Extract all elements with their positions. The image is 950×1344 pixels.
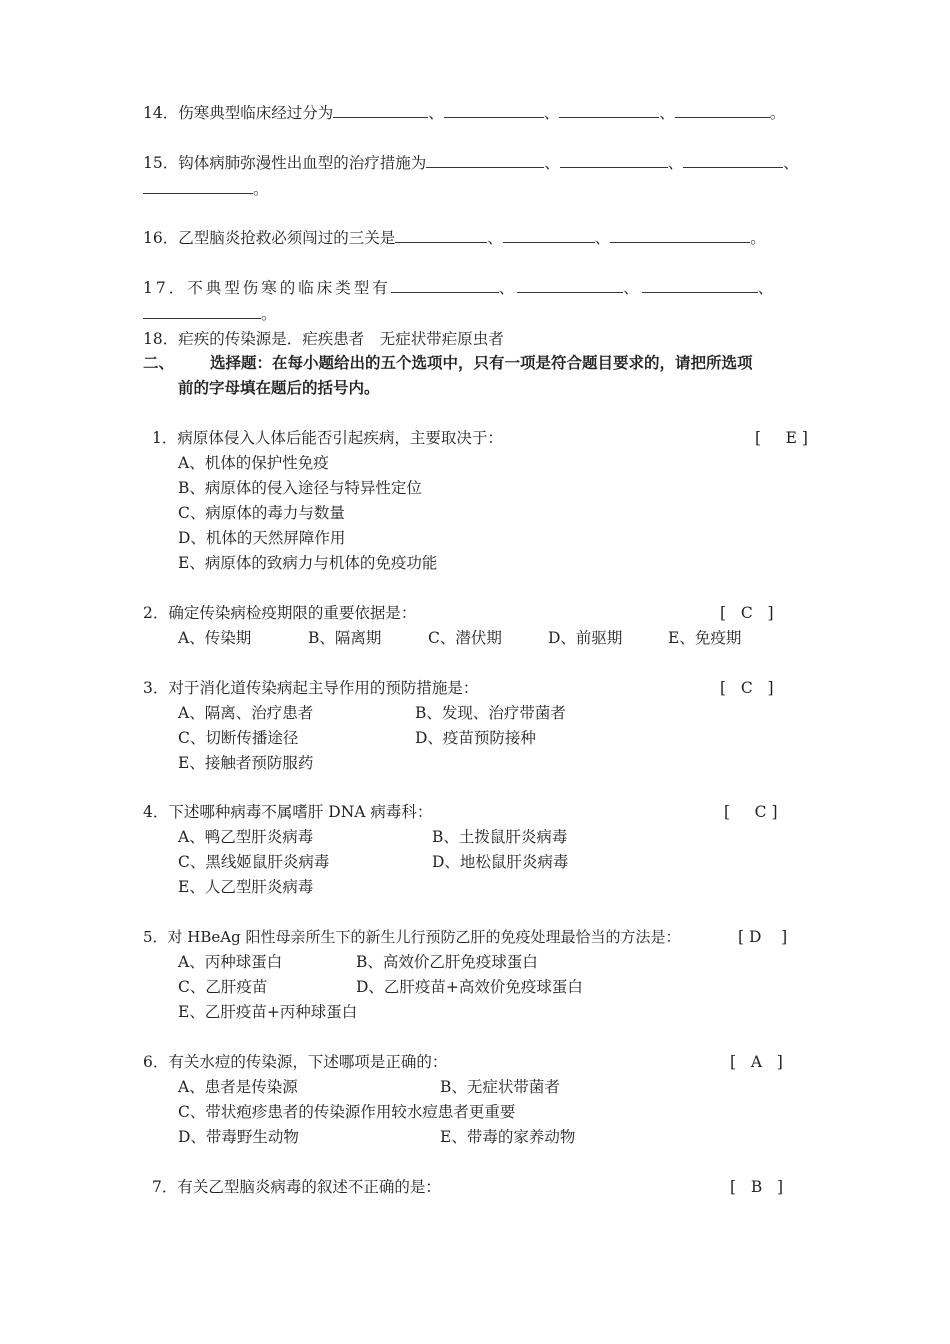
answer-blank[interactable]: [642, 277, 758, 293]
question-15-text: 15．钩体病肺弥漫性出血型的治疗措施为: [143, 154, 427, 172]
option-d[interactable]: D、乙肝疫苗+高效价免疫球蛋白: [356, 978, 583, 996]
separator: 、: [623, 279, 642, 297]
question-14: [143, 102, 785, 124]
option-b[interactable]: B、高效价乙肝免疫球蛋白: [356, 953, 538, 971]
option-e[interactable]: E、人乙型肝炎病毒: [178, 878, 314, 896]
answer-blank[interactable]: [610, 227, 750, 243]
question-17-text: 17．不典型伤寒的临床类型有: [143, 279, 391, 297]
answer-bracket: [ B ]: [730, 1178, 784, 1196]
answer-blank[interactable]: [675, 102, 770, 118]
answer-blank[interactable]: [444, 102, 544, 118]
answer-bracket: [ D ]: [738, 928, 788, 946]
question-stem: 7．有关乙型脑炎病毒的叙述不正确的是：: [152, 1178, 441, 1196]
option-d[interactable]: D、机体的天然屏障作用: [178, 529, 346, 547]
question-15-cont: [143, 178, 269, 200]
separator: 、: [659, 104, 675, 122]
option-e[interactable]: E、接触者预防服药: [178, 754, 314, 772]
option-b[interactable]: B、隔离期: [308, 629, 382, 647]
option-e[interactable]: E、乙肝疫苗+丙种球蛋白: [178, 1003, 358, 1021]
option-e[interactable]: E、带毒的家养动物: [440, 1128, 576, 1146]
option-c[interactable]: C、带状疱疹患者的传染源作用较水痘患者更重要: [178, 1103, 516, 1121]
option-a[interactable]: A、机体的保护性免疫: [178, 454, 329, 472]
option-c[interactable]: C、病原体的毒力与数量: [178, 504, 345, 522]
answer-blank[interactable]: [333, 102, 428, 118]
answer-bracket: [ C ]: [724, 803, 778, 821]
option-e[interactable]: E、病原体的致病力与机体的免疫功能: [178, 554, 438, 572]
section-number: 二、: [143, 353, 175, 372]
answer-blank[interactable]: [560, 152, 668, 168]
answer-blank[interactable]: [143, 178, 253, 194]
question-18: 18．疟疾的传染源是．疟疾患者 无症状带疟原虫者: [143, 330, 504, 348]
separator: 、: [757, 279, 777, 297]
question-16: [143, 227, 766, 249]
separator: 、: [487, 229, 503, 247]
question-17: [143, 277, 776, 299]
period: 。: [769, 104, 786, 122]
question-stem: 5．对 HBeAg 阳性母亲所生下的新生儿行预防乙肝的免疫处理最恰当的方法是：: [143, 928, 681, 946]
answer-blank[interactable]: [143, 303, 261, 319]
option-b[interactable]: B、无症状带菌者: [440, 1078, 560, 1096]
answer-blank[interactable]: [683, 152, 783, 168]
option-d[interactable]: D、前驱期: [548, 629, 623, 647]
answer-bracket: [ C ]: [720, 679, 774, 697]
option-a[interactable]: A、传染期: [178, 629, 252, 647]
question-16-text: 16．乙型脑炎抢救必须闯过的三关是: [143, 229, 396, 247]
answer-blank[interactable]: [426, 152, 544, 168]
option-a[interactable]: A、患者是传染源: [178, 1078, 298, 1096]
option-d[interactable]: D、地松鼠肝炎病毒: [432, 853, 569, 871]
answer-blank[interactable]: [503, 227, 595, 243]
question-stem: 4．下述哪种病毒不属嗜肝 DNA 病毒科：: [143, 803, 433, 821]
question-15: [143, 152, 799, 174]
option-c[interactable]: C、切断传播途径: [178, 729, 299, 747]
answer-blank[interactable]: [517, 277, 623, 293]
question-stem: 1．病原体侵入人体后能否引起疾病，主要取决于：: [152, 429, 503, 447]
option-a[interactable]: A、丙种球蛋白: [178, 953, 283, 971]
question-stem: 3．对于消化道传染病起主导作用的预防措施是：: [143, 679, 479, 697]
separator: 、: [594, 229, 611, 247]
separator: 、: [543, 104, 560, 122]
question-stem: 2．确定传染病检疫期限的重要依据是：: [143, 604, 417, 622]
separator: 、: [428, 104, 444, 122]
option-c[interactable]: C、乙肝疫苗: [178, 978, 268, 996]
period: 。: [261, 305, 277, 323]
option-b[interactable]: B、病原体的侵入途径与特异性定位: [178, 479, 422, 497]
period: 。: [253, 180, 269, 198]
question-stem: 6．有关水痘的传染源，下述哪项是正确的：: [143, 1053, 448, 1071]
option-b[interactable]: B、土拨鼠肝炎病毒: [432, 828, 568, 846]
separator: 、: [783, 154, 799, 172]
option-c[interactable]: C、黑线姬鼠肝炎病毒: [178, 853, 330, 871]
question-17-cont: [143, 303, 277, 325]
section-title-line1: 选择题：在每小题给出的五个选项中，只有一项是符合题目要求的，请把所选项: [210, 353, 753, 372]
option-e[interactable]: E、免疫期: [668, 629, 742, 647]
option-a[interactable]: A、隔离、治疗患者: [178, 704, 314, 722]
option-d[interactable]: D、疫苗预防接种: [415, 729, 536, 747]
answer-bracket: [ A ]: [730, 1053, 783, 1071]
separator: 、: [667, 154, 684, 172]
question-14-text: 14．伤寒典型临床经过分为: [143, 104, 334, 122]
answer-blank[interactable]: [559, 102, 659, 118]
option-a[interactable]: A、鸭乙型肝炎病毒: [178, 828, 314, 846]
option-c[interactable]: C、潜伏期: [428, 629, 502, 647]
separator: 、: [544, 154, 560, 172]
option-d[interactable]: D、带毒野生动物: [178, 1128, 299, 1146]
section-title-line2: 前的字母填在题后的括号内。: [178, 378, 380, 397]
separator: 、: [498, 279, 518, 297]
answer-bracket: [ C ]: [720, 604, 774, 622]
option-b[interactable]: B、发现、治疗带菌者: [415, 704, 566, 722]
answer-blank[interactable]: [391, 277, 499, 293]
period: 。: [750, 229, 766, 247]
answer-bracket: [ E ]: [755, 429, 808, 447]
answer-blank[interactable]: [395, 227, 487, 243]
